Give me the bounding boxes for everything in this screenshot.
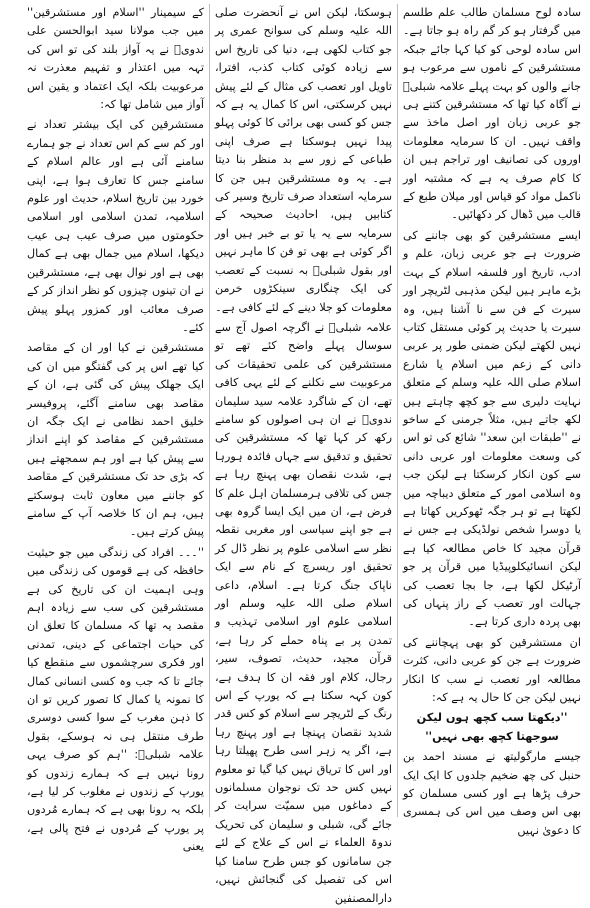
paragraph: مستشرقین کی ایک بیشتر تعداد نے اور کم سے کم اس تعداد نے جو ہمارے سامنے آئی ہے اور عالم اسلام کے سامنے جس کا تعارف ہوا ہے، اپنی خورد بین تاریخ اسلام، حدیث اور علوم اسلامیہ، تمدن اسلامی اور اسلامی حکومتوں میں صرف عیب ہی عیب دیکھا، اسلام میں جمال بھی ہے کمال بھی ہے اور نوال بھی ہے، مستشرقین نے ان تینوں چیزوں کو نظر انداز کر کے صرف معائب اور کمزور پہلو پیش کئے۔ xyxy=(27,118,204,334)
column-middle xyxy=(210,4,398,905)
column-left xyxy=(22,4,210,854)
column-right xyxy=(398,4,586,837)
paragraph: مستشرقین نے کیا اور ان کے مقاصد کیا تھے اس پر کی گفتگو میں ان کی ایک جھلک پیش کی گئی ہے، ان کے مقاصد بھی سامنے آگئے، پروفیسر خلیق احمد نظامی نے ایک جگہ ان مستشرقین کے مقاصد کو اپنے انداز سے پیش کیا ہے اور ہم سمجھتے ہیں کہ بڑی حد تک مستشرقین کے مقاصد کو جاننے میں معاون ثابت ہوسکتے ہیں، ہم ان کا خلاصہ آپ کے سامنے پیش کرتے ہیں۔ xyxy=(27,341,204,539)
paragraph: جیسے مارگولیتھ نے مسند احمد بن حنبل کی چھ ضخیم جلدوں کا ایک ایک حرف پڑھا ہے اور کسی مسلمان کو بھی اس وصف میں اس کی ہمسری کا دعویٰ نہیں xyxy=(403,750,581,837)
text-columns xyxy=(4,4,586,905)
paragraph: ان مستشرقین کو بھی پہچاننے کی ضرورت ہے جن کو عربی دانی، کثرت مطالعہ اور تعصب نے سب کا انکار نہیں لیکن جن کا حال یہ ہے کہ: xyxy=(403,635,581,705)
paragraph: علامہ شبلیؒ نے اگرچہ اصول آج سے سوسال پہلے واضح کئے تھے تو مستشرقین کی علمی تحقیقات کی مرعوبیت سے نکلنے کے لئے یہی کافی تھے، ان کے شاگرد علامہ سید سلیمان ندویؒ نے ان ہی اصولوں کو سامنے رکھ کر کہا تھا کہ مستشرقین کی تحقیق و تدقیق سے جہاں فائدہ ہورہا ہے، شدت نقصان بھی پہنچ رہا ہے جس کی تلافی ہرمسلمان اہل علم کا فرض ہے، ان میں ایک ایسا گروہ بھی ہے جو اپنے سیاسی اور مغربی نقطہ نظر سے اسلامی علوم پر نظر ڈال کر تحقیق اور ریسرچ کے نام سے ایک ناپاک جنگ کرتا ہے۔ اسلام، داعی اسلام صلی اللہ علیہ وسلم اور اسلامی علوم اور اسلامی تہذیب و تمدن پر بے پناہ حملے کر رہا ہے، قرآن مجید، حدیث، تصوف، سیر، رجال، کلام اور فقہ ان کا ہدف ہے، کون کہہ سکتا ہے کہ یورپ کے اس رنگ کے لٹریچر سے اسلام کو کس قدر شدید نقصان پہنچا ہے اور پہنچ رہا ہے، اگر یہ زہر اسی طرح پھیلتا رہا اور اس کا تریاق نہیں کیا گیا تو معلوم نہیں کس حد تک نوجوان مسلمانوں کے دماغوں میں سمیّت سرایت کر جائے گی، شبلی و سلیمان کی تحریک ندوۃ العلماء نے اس کے علاج کے لئے جن سامانوں کو جس طرح سامنا کیا اس کی تفصیل کی گنجائش نہیں، دارالمصنفین xyxy=(215,320,392,905)
paragraph: ایسے مستشرقین کو بھی جاننے کی ضرورت ہے جو عربی زبان، علم و ادب، تاریخ اور فلسفہ اسلام کے بہت بڑے ماہر ہیں لیکن مذہبی لٹریچر اور سیرت کے فن سے نا آشنا ہیں، وہ سیرت یا حدیث پر کوئی مستقل کتاب نہیں لکھتے لیکن ضمنی طور پر عربی دانی کے زعم میں اسلام یا شارع اسلام صلی اللہ علیہ وسلم کے متعلق نہایت دلیری سے جو کچھ چاہتے ہیں لکھ جاتے ہیں، مثلاً جرمنی کے ساخو نے ''طبقات ابن سعد'' شائع کی تو اس کی وسعت معلومات اور عربی دانی سے کون انکار کرسکتا ہے لیکن جب وہ اسلامی امور کے متعلق دیباچہ میں لکھتا ہے تو ہر جگہ ٹھوکریں کھاتا ہے یا دوسرا شخص نولڈیکی ہے جس نے قرآن مجید کا خاص مطالعہ کیا ہے لیکن انسائیکلوپیڈیا میں قرآن پر جو آرٹیکل لکھا ہے، جا بجا تعصب کی جہالت اور تعصب کے راز پنہاں کی بھی پردہ داری کرتا ہے۔ xyxy=(403,228,581,629)
paragraph: کے سیمینار ''اسلام اور مستشرقین'' میں جب مولانا سید ابوالحسن علی ندویؒ نے یہ آواز بلند کی تو اس کی تہہ میں اعتذار و تفہیم معذرت نہ مرعوبیت بلکہ ایک اعتماد و یقین اس آواز میں شامل تھا کہ: xyxy=(27,6,204,112)
paragraph: سادہ لوح مسلمان طالب علم طلسم میں گرفتار ہو کر گم راہ ہو جاتا ہے۔ اس سادہ لوحی کو کیا کہا جائے جبکہ مستشرقین کے ناموں سے مرعوب ہو جانے والوں کو بہت پہلے علامہ شبلیؒ نے آگاہ کیا تھا کہ مستشرقین کتنے ہی جو عربی زبان اور اصل ماخذ سے واقف نہیں۔ ان کا سرمایہ معلومات اوروں کی تصانیف اور تراجم ہیں ان کا کام صرف یہ ہے کہ مشتبہ اور ناکمل مواد کو قیاس اور میلان طبع کے قالب میں ڈھال کر دکھائیں۔ xyxy=(403,6,581,222)
paragraph: ہوسکتا، لیکن اس نے آنحضرت صلی اللہ علیہ وسلم کی سوانح عمری پر جو کتاب لکھی ہے، دنیا کی تاریخ اس سے زیادہ کوئی کتاب کذب، افترا، تاویل اور تعصب کی مثال کے لئے پیش نہیں کرسکتی، اس کا کمال یہ ہے کہ جس کو کسی بھی برائی کا کوئی پہلو پیدا نہیں ہوسکتا ہے صرف اپنی طباعی کے زور سے بد منظر بنا دیتا ہے۔ یہ وہ مستشرقین ہیں جن کا سرمایہ استعداد صرف تاریخ وسیر کی کتابیں ہیں، احادیث صحیحہ کے سرمایہ سے یہ یا تو بے خبر ہیں اور اگر کوئی ہے بھی تو فن کا ماہر نہیں اور بقول شبلیؒ بہ نسبت کے تعصب کی ایک چنگاری سینکڑوں خرمن معلومات کو جلا دینے کے لئے کافی ہے۔ xyxy=(215,6,392,314)
quoted-verse: ''دیکھتا سب کچھ ہوں لیکن سوجھتا کچھ بھی نہیں'' xyxy=(416,711,568,743)
paragraph: ''۔۔۔ افراد کی زندگی میں جو حیثیت حافظہ کی ہے قوموں کی زندگی میں وہی اہمیت ان کی تاریخ کی ہے مستشرقین کی سب سے زیادہ اہم مقصد یہ تھا کہ مسلمان کا تعلق ان کی حیات اجتماعی کے دینی، تمدنی اور فکری سرچشموں سے منقطع کیا جائے تا کہ جب وہ کسی انسانی کمال کا نمونہ یا کمال کا تصور کریں تو ان کا ذہن مغرب کے سوا کسی دوسری طرف منتقل ہی نہ ہوسکے، بقول علامہ شبلیؒ: ''ہم کو صرف یہی رونا نہیں ہے کہ ہمارے زندوں کو یورپ کے زندوں نے مغلوب کر لیا ہے، بلکہ یہ رونا بھی ہے کہ ہمارے مُردوں پر یورپ کے مُردوں نے فتح پالی ہے، یعنی xyxy=(27,545,204,854)
